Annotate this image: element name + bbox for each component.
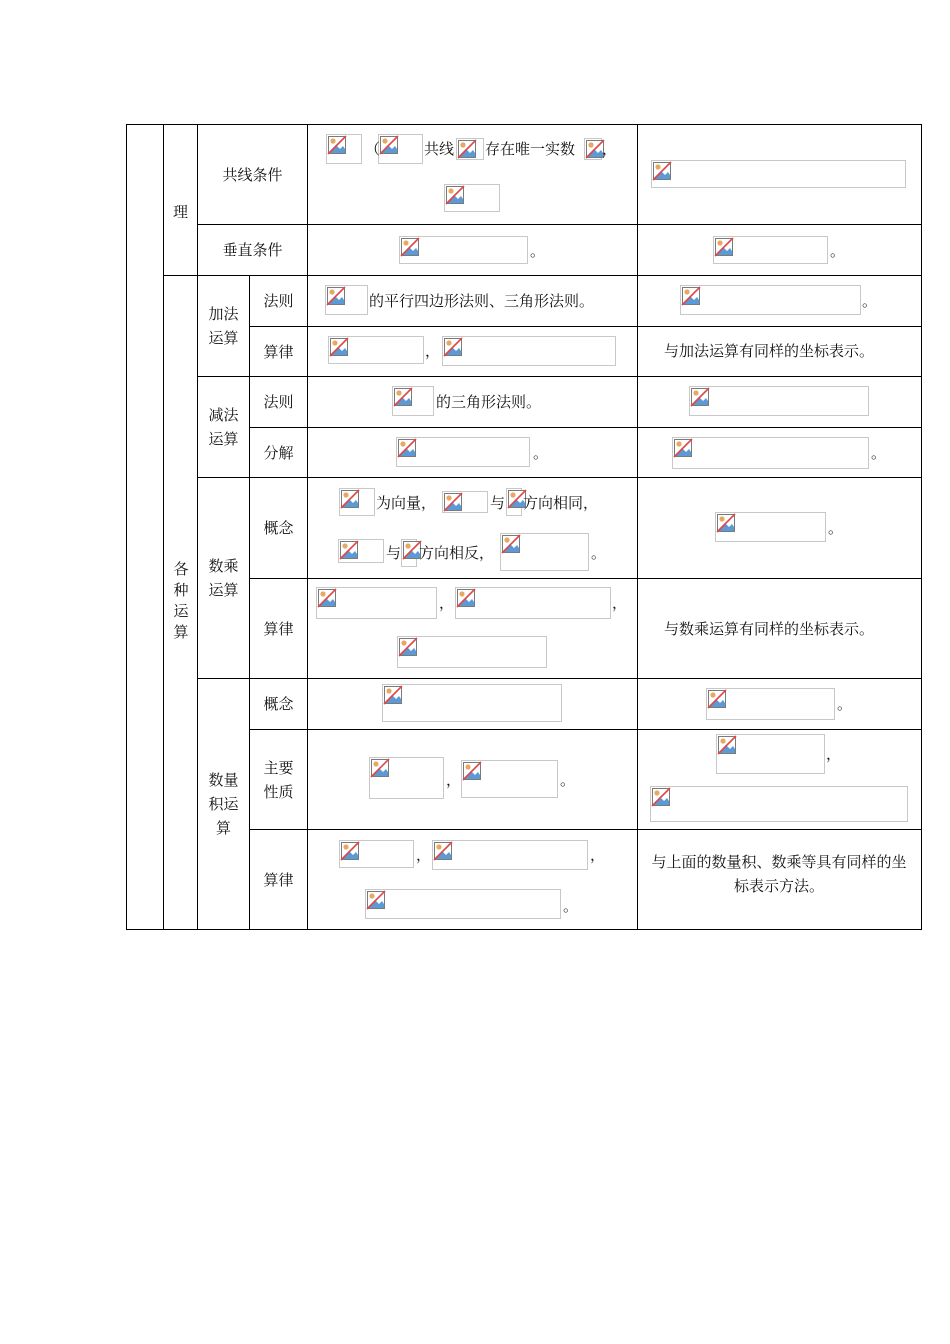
cell-text: 共线 [424, 140, 455, 158]
row-label-perpendicular: 垂直条件 [222, 241, 283, 259]
table-border-left [126, 124, 127, 930]
sub-label: 概念 [263, 695, 294, 713]
broken-image-icon [500, 533, 589, 571]
broken-image-icon [432, 840, 588, 870]
cell-text: 。 [830, 242, 846, 260]
broken-image-icon [672, 437, 869, 469]
broken-image-icon [378, 134, 423, 164]
cell-text: 与加法运算有同样的坐标表示。 [664, 342, 875, 360]
broken-image-icon [442, 336, 616, 366]
sub-label: 算律 [263, 342, 294, 361]
table-rule [249, 578, 922, 579]
broken-image-icon [584, 138, 602, 160]
table-rule [249, 729, 922, 730]
broken-image-icon [328, 336, 424, 364]
broken-image-icon [716, 734, 825, 774]
table-rule [249, 326, 922, 327]
cell-text: 与数乘运算有同样的坐标表示。 [664, 620, 875, 638]
cell-text: 的三角形法则。 [436, 393, 542, 411]
broken-image-icon [325, 285, 368, 315]
cell-text: 。 [560, 771, 576, 789]
cell-text: （ [365, 140, 381, 158]
row-label-collinear: 共线条件 [222, 165, 283, 184]
broken-image-icon [392, 386, 434, 416]
broken-image-icon [651, 160, 906, 188]
cell-text: 方向相同， [523, 494, 599, 512]
sub-label: 主要性质 [263, 758, 294, 801]
group-label-operations: 各种运算 [171, 560, 190, 645]
cell-text: 与上面的数量积、数乘等具有同样的坐标表示方法。 [651, 853, 907, 895]
broken-image-icon [365, 889, 561, 919]
broken-image-icon [397, 636, 547, 668]
cell-text: 与 [386, 544, 402, 562]
table-rule [249, 427, 922, 428]
cell-text: 。 [563, 897, 579, 915]
broken-image-icon [339, 488, 375, 516]
cell-text: 。 [828, 519, 844, 537]
sub-label: 算律 [263, 870, 294, 889]
broken-image-icon [369, 757, 444, 799]
broken-image-icon [650, 786, 908, 822]
broken-image-icon [461, 760, 558, 798]
cell-text: 。 [530, 242, 546, 260]
broken-image-icon [382, 684, 562, 722]
broken-image-icon [456, 138, 484, 160]
sub-label: 概念 [263, 519, 294, 537]
table-border-right [921, 124, 922, 930]
group-label-addition: 加法运算 [208, 305, 239, 347]
cell-text: ， [612, 594, 628, 612]
broken-image-icon [399, 236, 528, 264]
broken-image-icon [339, 840, 414, 868]
broken-image-icon [338, 539, 384, 563]
broken-image-icon [506, 488, 522, 516]
cell-text: ， [425, 342, 441, 360]
cell-text: ， [602, 140, 618, 158]
group-label-subtraction: 减法运算 [208, 406, 239, 448]
cell-text: 存在唯一实数 [485, 140, 576, 158]
group-label-scalar: 数乘运算 [208, 557, 239, 599]
sub-label: 法则 [263, 292, 294, 310]
broken-image-icon [326, 134, 362, 164]
broken-image-icon [689, 386, 869, 416]
cell-text: 。 [533, 444, 549, 462]
cell-text: ， [439, 594, 455, 612]
sub-label: 法则 [263, 393, 294, 411]
broken-image-icon [396, 437, 530, 467]
broken-image-icon [442, 491, 488, 513]
cell-text: 为向量， [376, 494, 437, 512]
broken-image-icon [316, 587, 437, 619]
cell-text: ， [446, 771, 462, 789]
cell-text: 。 [862, 292, 878, 310]
sub-label: 分解 [263, 443, 294, 462]
table-rule [307, 124, 308, 930]
broken-image-icon [401, 539, 417, 567]
table-rule [249, 829, 922, 830]
broken-image-icon [713, 236, 828, 264]
cell-text: 与 [490, 494, 506, 512]
cell-text: ， [416, 846, 432, 864]
group-label-dot: 数量积运算 [208, 771, 239, 837]
cell-text: ， [826, 745, 842, 763]
cell-text: 。 [871, 444, 887, 462]
cell-text: 的平行四边形法则、三角形法则。 [369, 292, 595, 310]
table-border-bottom [126, 929, 922, 930]
section-label: 理 [172, 203, 188, 221]
cell-text: 。 [591, 544, 607, 562]
broken-image-icon [455, 587, 611, 619]
broken-image-icon [680, 285, 861, 315]
table-rule [637, 124, 638, 930]
cell-text: 。 [837, 695, 853, 713]
broken-image-icon [706, 688, 835, 720]
cell-text: 方向相反， [419, 544, 495, 562]
broken-image-icon [444, 184, 500, 212]
broken-image-icon [715, 512, 826, 542]
cell-text: ， [590, 846, 606, 864]
sub-label: 算律 [263, 619, 294, 638]
